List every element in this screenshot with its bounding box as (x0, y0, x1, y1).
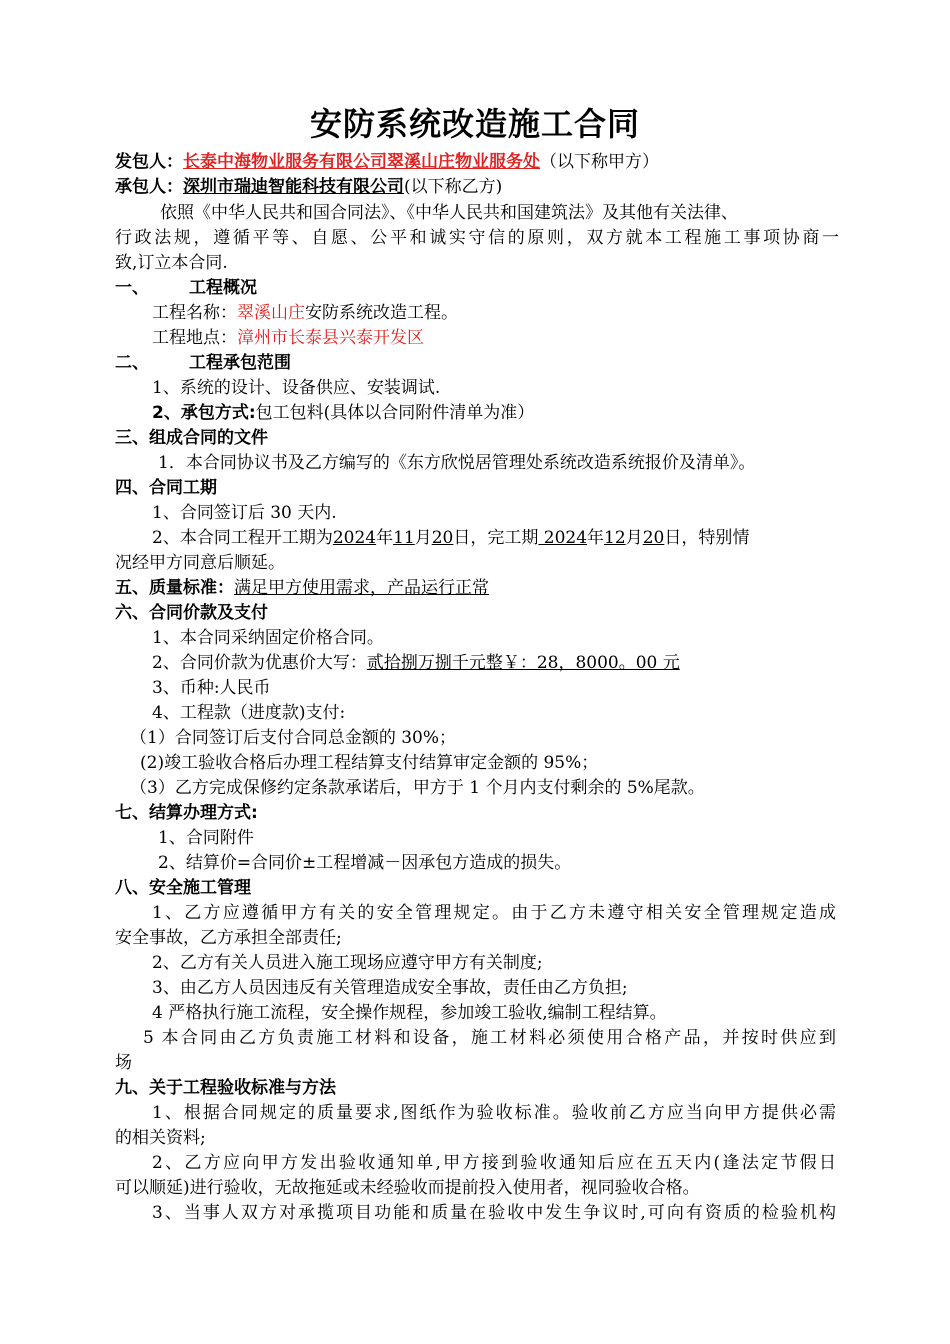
safety-item-5: 5 本合同由乙方负责施工材料和设备，施工材料必须使用合格产品，并按时供应到 (143, 1028, 836, 1048)
safety-item-1-cont: 安全事故，乙方承担全部责任; (115, 928, 342, 948)
project-location-line (152, 326, 424, 350)
price-item-4: 4、工程款（进度款)支付: (152, 703, 346, 723)
duration-text: 2、本合同工程开工期为 (152, 528, 333, 548)
document-title: 安防系统改造施工合同 (309, 105, 640, 143)
party-a-line (115, 150, 659, 174)
price-item-1: 1、本合同采纳固定价格合同。 (152, 628, 384, 648)
safety-item-3: 3、由乙方人员因违反有关管理造成安全事故，责任由乙方负担; (152, 978, 628, 998)
end-day: 20 (642, 528, 665, 548)
scope-item-2 (152, 401, 534, 425)
project-name-rest: 安防系统改造工程。 (305, 303, 458, 323)
section-1-title: 工程概况 (189, 278, 257, 298)
year-char: 年 (587, 528, 605, 548)
duration-text: 日，特别情 (664, 528, 750, 548)
project-location-value: 漳州市长泰县兴泰开发区 (237, 328, 424, 348)
safety-item-4: 4 严格执行施工流程，安全操作规程，参加竣工验收,编制工程结算。 (152, 1003, 667, 1023)
price-item-2 (152, 651, 680, 675)
section-2-number: 二、 (115, 353, 149, 373)
preamble-line: 致,订立本合同. (115, 253, 228, 273)
party-b-name: 深圳市瑞迪智能科技有限公司 (183, 177, 404, 197)
quality-standard-value: 满足甲方使用需求，产品运行正常 (234, 578, 489, 598)
preamble-line: 依照《中华人民共和国合同法》、《中华人民共和国建筑法》及其他有关法律、 (160, 203, 738, 223)
end-year: 2024 (538, 528, 588, 548)
section-2-heading (115, 351, 291, 375)
section-4-heading: 四、合同工期 (115, 478, 217, 498)
safety-item-5-cont: 场 (115, 1053, 132, 1073)
duration-item-1: 1、合同签订后 30 天内. (152, 503, 337, 523)
acceptance-item-3: 3、当事人双方对承揽项目功能和质量在验收中发生争议时,可向有资质的检验机构 (152, 1203, 836, 1223)
project-name-highlight: 翠溪山庄 (237, 303, 305, 323)
section-8-heading: 八、安全施工管理 (115, 878, 251, 898)
duration-item-2-cont: 况经甲方同意后顺延。 (115, 553, 285, 573)
price-item-3: 3、币种:人民币 (152, 678, 271, 698)
acceptance-item-2: 2、乙方应向甲方发出验收通知单,甲方接到验收通知后应在五天内(逢法定节假日 (152, 1153, 836, 1173)
start-month: 11 (393, 528, 415, 548)
preamble-line: 行政法规，遵循平等、自愿、公平和诚实守信的原则，双方就本工程施工事项协商一 (115, 228, 839, 248)
payment-2: (2)竣工验收合格后办理工程结算支付结算审定金额的 95%； (140, 753, 599, 773)
party-a-suffix: （以下称甲方） (540, 152, 659, 172)
section-6-heading: 六、合同价款及支付 (115, 603, 268, 623)
month-char: 月 (414, 528, 432, 548)
section-7-heading: 七、结算办理方式: (115, 803, 258, 823)
price-value: 贰拾捌万捌千元整￥：28，8000。00 元 (366, 653, 680, 673)
acceptance-item-1-cont: 的相关资料; (115, 1128, 206, 1148)
section-3-heading: 三、组成合同的文件 (115, 428, 268, 448)
start-year: 2024 (332, 528, 377, 548)
project-name-label: 工程名称： (152, 303, 237, 323)
project-location-label: 工程地点： (152, 328, 237, 348)
scope-item-1: 1、系统的设计、设备供应、安装调试. (152, 378, 441, 398)
section-1-heading (115, 276, 257, 300)
section-2-title: 工程承包范围 (189, 353, 291, 373)
documents-item-1: 1．本合同协议书及乙方编写的《东方欣悦居管理处系统改造系统报价及清单》。 (158, 453, 756, 473)
payment-3: （3）乙方完成保修约定条款承诺后，甲方于 1 个月内支付剩余的 5%尾款。 (130, 778, 705, 798)
duration-item-2 (152, 526, 749, 550)
party-b-suffix: (以下称乙方) (404, 177, 503, 197)
month-char: 月 (625, 528, 643, 548)
acceptance-item-2-cont: 可以顺延)进行验收，无故拖延或未经验收而提前投入使用者，视同验收合格。 (115, 1178, 700, 1198)
section-5-line (115, 576, 489, 600)
section-1-number: 一、 (115, 278, 149, 298)
project-name-line (152, 301, 458, 325)
settlement-item-1: 1、合同附件 (158, 828, 254, 848)
duration-text: 日，完工期 (453, 528, 539, 548)
party-b-line (115, 175, 502, 199)
start-day: 20 (431, 528, 454, 548)
price-label: 2、合同价款为优惠价大写： (152, 653, 367, 673)
safety-item-1: 1、乙方应遵循甲方有关的安全管理规定。由于乙方未遵守相关安全管理规定造成 (152, 903, 836, 923)
acceptance-item-1: 1、根据合同规定的质量要求,图纸作为验收标准。验收前乙方应当向甲方提供必需 (152, 1103, 836, 1123)
party-b-label: 承包人： (115, 177, 183, 197)
section-9-heading: 九、关于工程验收标准与方法 (115, 1078, 336, 1098)
safety-item-2: 2、乙方有关人员进入施工现场应遵守甲方有关制度; (152, 953, 543, 973)
payment-1: （1）合同签订后支付合同总金额的 30%； (130, 728, 457, 748)
settlement-item-2: 2、结算价=合同价±工程增减－因承包方造成的损失。 (158, 853, 572, 873)
party-a-label: 发包人： (115, 152, 183, 172)
section-5-heading: 五、质量标准： (115, 578, 234, 598)
contract-mode-value: 包工包料(具体以合同附件清单为准） (255, 403, 535, 423)
year-char: 年 (376, 528, 394, 548)
party-a-name: 长泰中海物业服务有限公司翠溪山庄物业服务处 (183, 152, 540, 172)
end-month: 12 (604, 528, 626, 548)
contract-mode-label: 2、承包方式: (152, 403, 256, 423)
